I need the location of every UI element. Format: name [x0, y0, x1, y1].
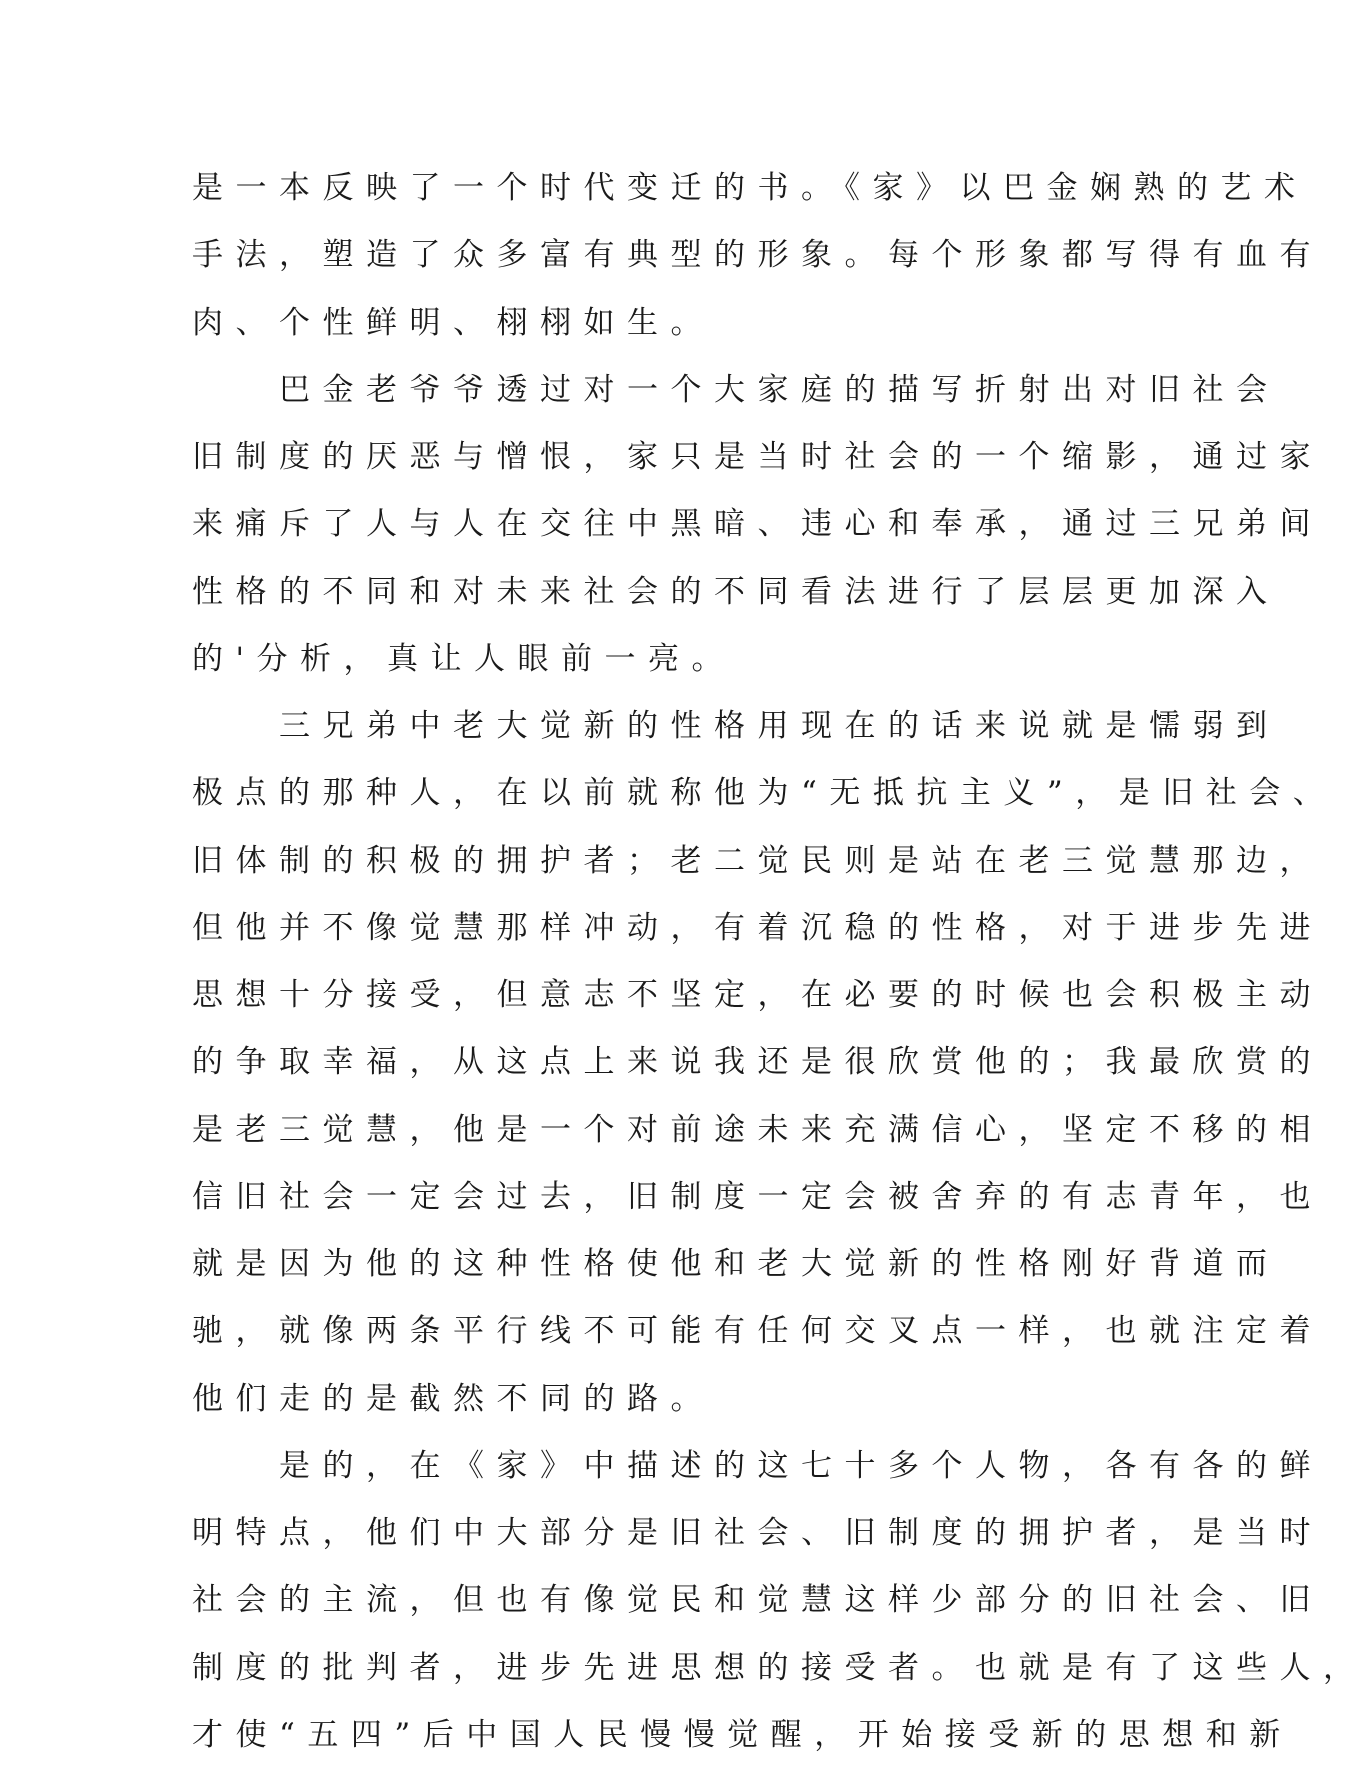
text-line: 是的，在《家》中描述的这七十多个人物，各有各的鲜 — [192, 1447, 1323, 1484]
text-line: 巴金老爷爷透过对一个大家庭的描写折射出对旧社会 — [192, 371, 1280, 408]
text-line: 旧体制的积极的拥护者；老二觉民则是站在老三觉慧那边， — [192, 842, 1323, 879]
text-line: 就是因为他的这种性格使他和老大觉新的性格刚好背道而 — [192, 1246, 1280, 1282]
text-line: 是老三觉慧，他是一个对前途未来充满信心，坚定不移的相 — [192, 1111, 1323, 1148]
text-line: 明特点，他们中大部分是旧社会、旧制度的拥护者，是当时 — [192, 1515, 1323, 1551]
text-line: 三兄弟中老大觉新的性格用现在的话来说就是懦弱到 — [192, 708, 1280, 744]
text-line: 制度的批判者，进步先进思想的接受者。也就是有了这些人， — [192, 1649, 1367, 1686]
text-line: 的争取幸福，从这点上来说我还是很欣赏他的；我最欣赏的 — [192, 1044, 1323, 1081]
text-line: 社会的主流，但也有像觉民和觉慧这样少部分的旧社会、旧 — [192, 1582, 1323, 1619]
text-line: 的'分析，真让人眼前一亮。 — [192, 640, 736, 677]
text-line: 肉、个性鲜明、栩栩如生。 — [192, 304, 714, 341]
text-line: 但他并不像觉慧那样冲动，有着沉稳的性格，对于进步先进 — [192, 909, 1323, 946]
text-line: 他们走的是截然不同的路。 — [192, 1380, 714, 1417]
text-line: 信旧社会一定会过去，旧制度一定会被舍弃的有志青年，也 — [192, 1178, 1323, 1215]
text-line: 来痛斥了人与人在交往中黑暗、违心和奉承，通过三兄弟间 — [192, 506, 1323, 543]
text-line: 思想十分接受，但意志不坚定，在必要的时候也会积极主动 — [192, 977, 1323, 1013]
text-line: 驰，就像两条平行线不可能有任何交叉点一样，也就注定着 — [192, 1313, 1323, 1350]
body-text — [192, 155, 1367, 1769]
text-line: 旧制度的厌恶与憎恨，家只是当时社会的一个缩影，通过家 — [192, 439, 1323, 475]
text-line: 是一本反映了一个时代变迁的书。《家》以巴金娴熟的艺术 — [192, 170, 1308, 206]
text-line: 才使“五四”后中国人民慢慢觉醒，开始接受新的思想和新 — [192, 1716, 1293, 1753]
text-line: 极点的那种人，在以前就称他为“无抵抗主义”，是旧社会、 — [192, 775, 1337, 812]
text-line: 手法，塑造了众多富有典型的形象。每个形象都写得有血有 — [192, 237, 1323, 274]
text-line: 性格的不同和对未来社会的不同看法进行了层层更加深入 — [192, 573, 1280, 610]
